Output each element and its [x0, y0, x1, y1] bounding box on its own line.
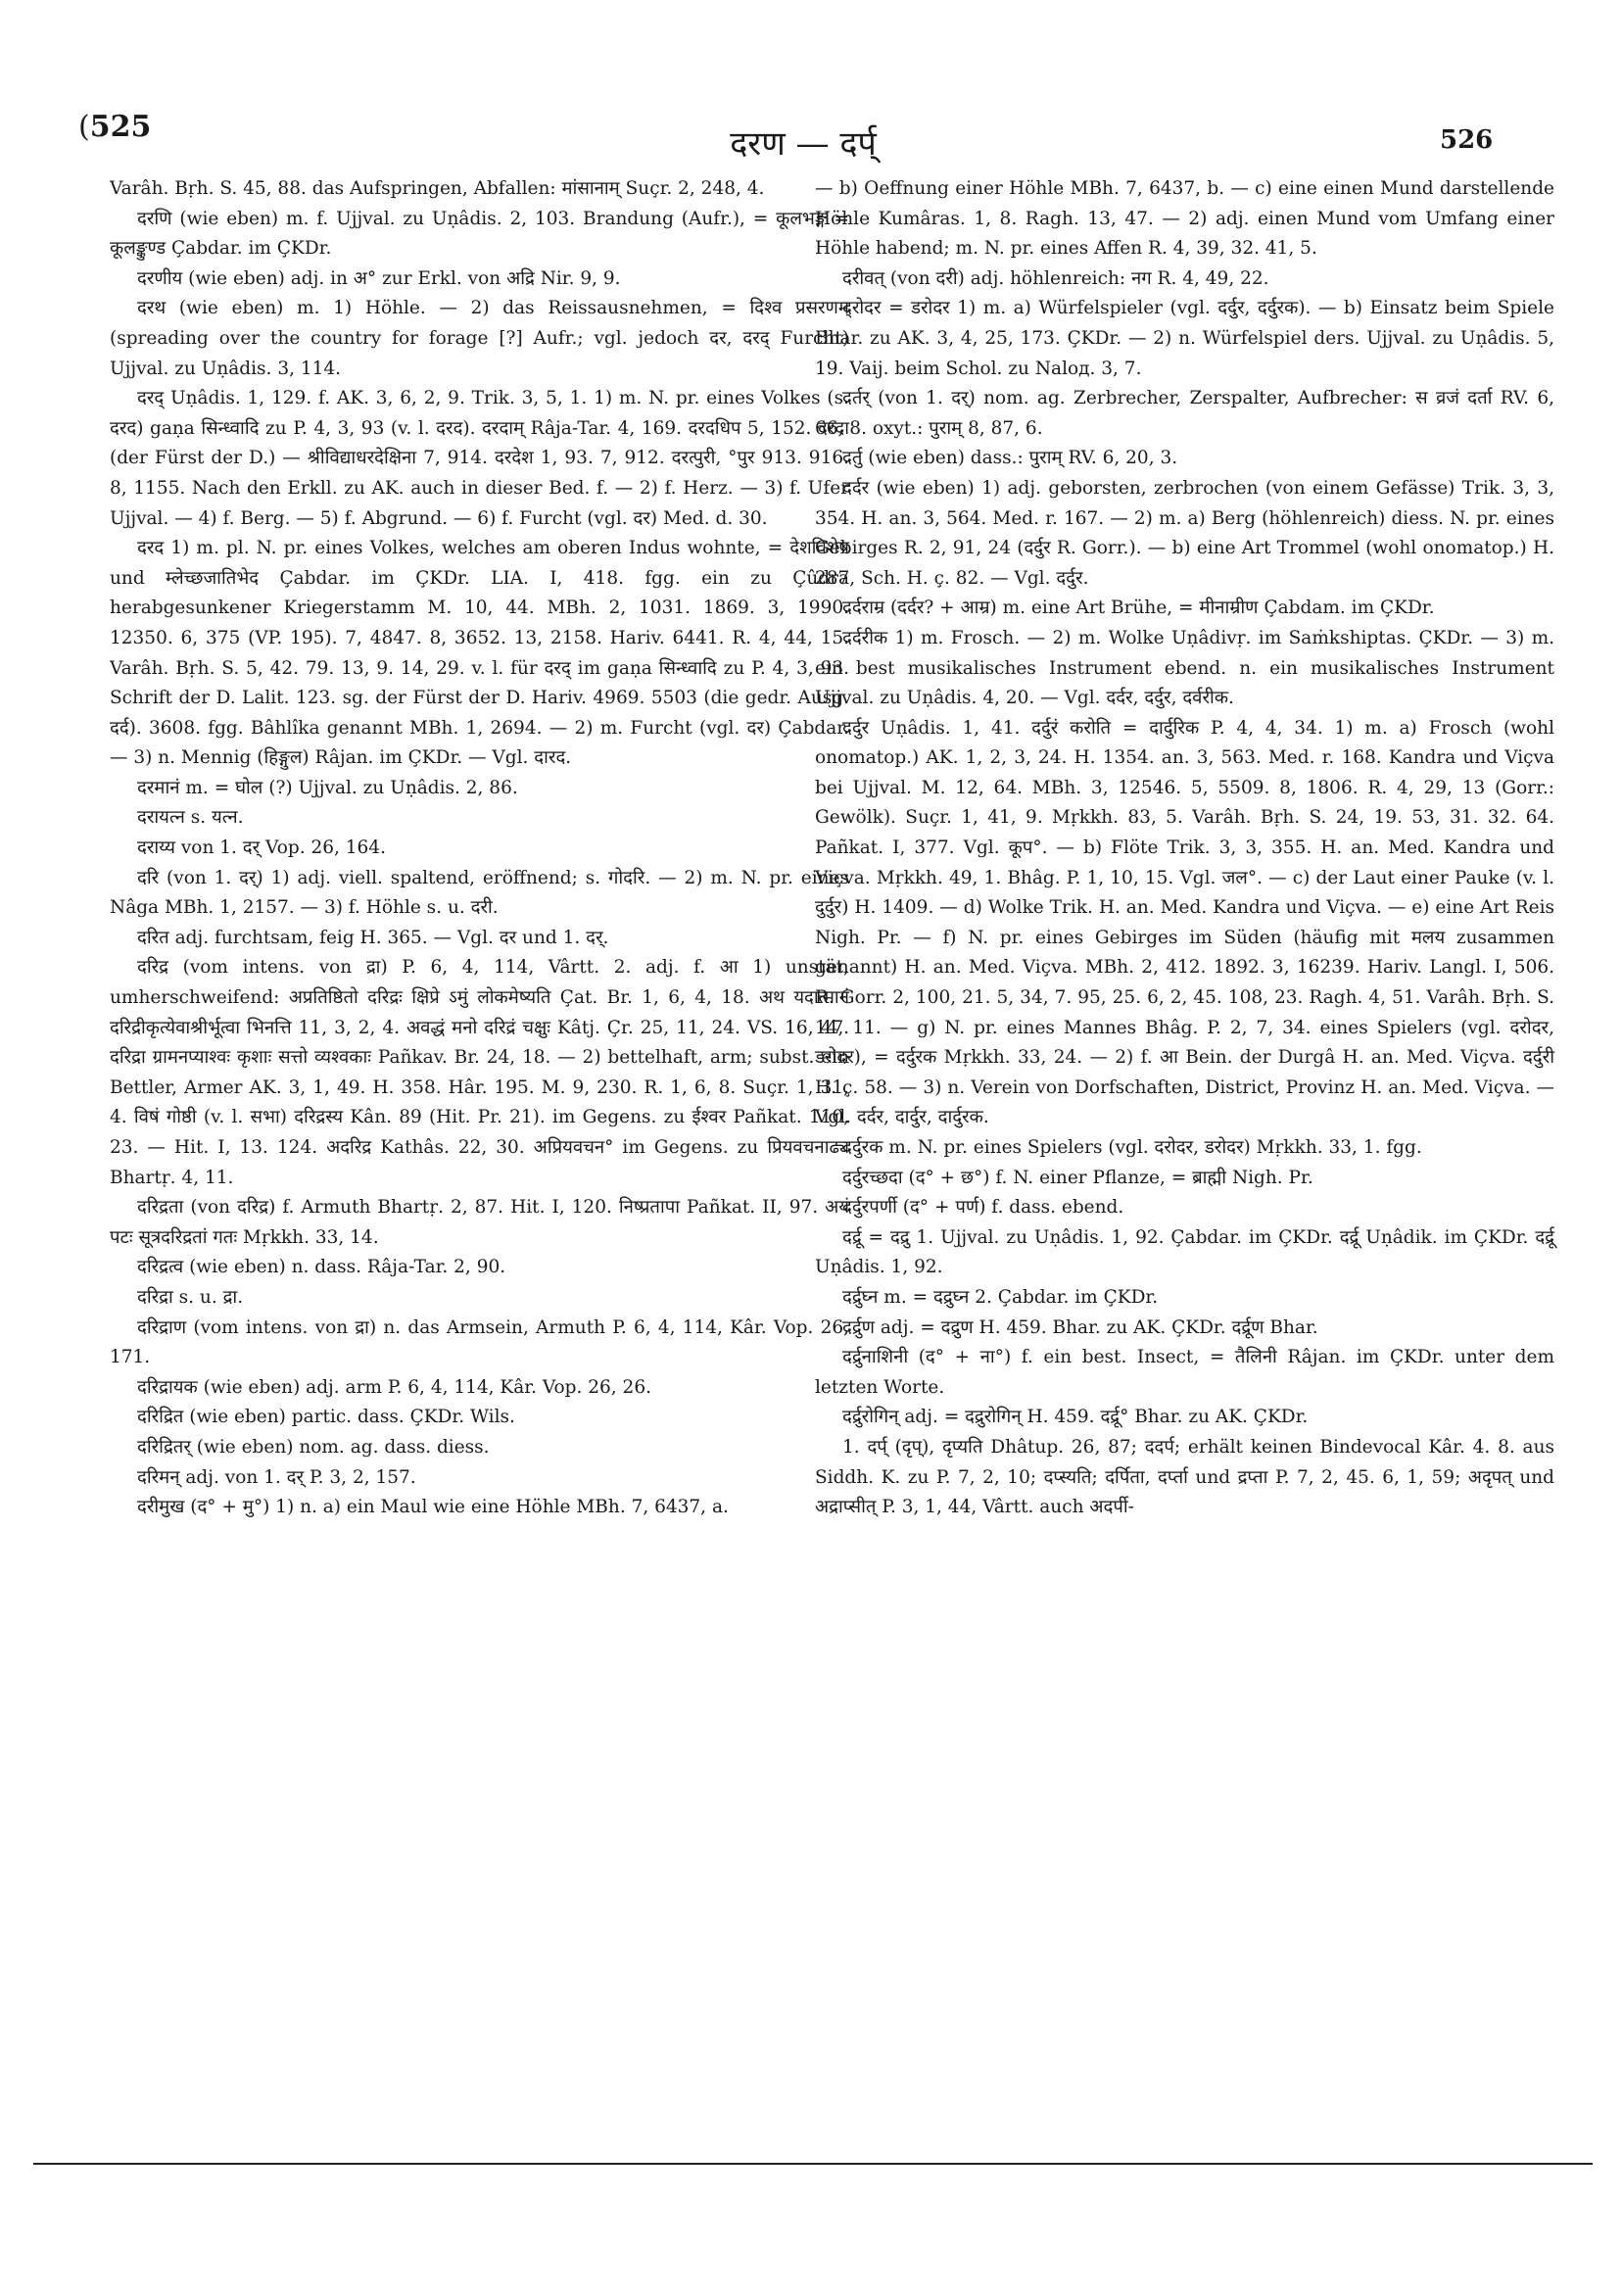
- dictionary-entry: दर्दुर Uṇâdis. 1, 41. दर्दुरं करोति = दार्दुरिक P. 4, 4, 34. 1) m. a) Frosch (wohl onomatop.) AK. 1, 2, 3, 24. H. 1354. an. 3, 563. Med. r. 168. Kandra und Viçva bei Ujjval. M. 12, 64. MBh. 3, 12546. 5, 5509. 8, 1806. R. 4, 29, 13 (Gorr.: Gewölk). Suçr. 1, 41, 9. Mṛkkh. 83, 5. Varâh. Bṛh. S. 24, 19. 53, 31. 32. 64. Pañkat. I, 377. Vgl. कूप°. — b) Flöte Trik. 3, 3, 355. H. an. Med. Kandra und Viçva. Mṛkkh. 49, 1. Bhâg. P. 1, 10, 15. Vgl. जल°. — c) der Laut einer Pauke (v. l. दुर्दुर) H. 1409. — d) Wolke Trik. H. an. Med. Kandra und Viçva. — e) eine Art Reis Nigh. Pr. — f) N. pr. eines Gebirges im Süden (häufig mit मलय zusammen genannt) H. an. Med. Viçva. MBh. 2, 412. 1892. 3, 16239. Hariv. Langl. I, 506. R. Gorr. 2, 100, 21. 5, 34, 7. 95, 25. 6, 2, 45. 108, 23. Ragh. 4, 51. Varâh. Bṛh. S. 14, 11. — g) N. pr. eines Mannes Bhâg. P. 2, 7, 34. eines Spielers (vgl. दरोदर, डरोदर), = दर्दुरक Mṛkkh. 33, 24. — 2) f. आ Bein. der Durgâ H. an. Med. Viçva. दर्दुरी H. ç. 58. — 3) n. Verein von Dorfschaften, District, Provinz H. an. Med. Viçva. — Vgl. दर्दर, दार्दुर, दार्दुरक.: [815, 717, 1554, 1128]
- left-page-number: (525: [78, 110, 152, 144]
- dictionary-entry: दरिद्रत्व (wie eben) n. dass. Râja-Tar. 2, 90.: [137, 1257, 506, 1278]
- dictionary-entry: दरिद्राण (vom intens. von द्रा) n. das Armsein, Armuth P. 6, 4, 114, Kâr. Vop. 26, 171.: [110, 1316, 849, 1368]
- dictionary-entry: दरित adj. furchtsam, feig H. 365. — Vgl. दर und 1. दर्.: [137, 927, 609, 948]
- dictionary-entry: दर्दुरपर्णी (द° + पर्ण) f. dass. ebend.: [842, 1197, 1124, 1219]
- dictionary-entry: दर्तु (wie eben) dass.: पुराम् RV. 6, 20, 3.: [842, 448, 1178, 469]
- dictionary-entry: दरिद्रायक (wie eben) adj. arm P. 6, 4, 114, Kâr. Vop. 26, 26.: [137, 1376, 651, 1398]
- dictionary-entry: दर्द्रुरोगिन् adj. = दद्रुरोगिन् H. 459. दर्द्रू° Bhar. zu AK. ÇKDr.: [842, 1407, 1309, 1428]
- dictionary-entry: दर्दराम्र (दर्दर? + आम्र) m. eine Art Brühe, = मीनाम्रीण Çabdam. im ÇKDr.: [842, 598, 1435, 619]
- dictionary-entry: दरिद्रता (von दरिद्र) f. Armuth Bhartṛ. 2, 87. Hit. I, 120. निष्प्रतापा Pañkat. II, 97. अयं पटः सूत्रदरिद्रतां गतः Mṛkkh. 33, 14.: [110, 1197, 849, 1248]
- dictionary-entry: 1. दर्प् (दृप्), दृप्यति Dhâtup. 26, 87; ददर्प; erhält keinen Bindevocal Kâr. 4. 8. aus Siddh. K. zu P. 7, 2, 10; दप्स्यति; दर्पिता, दर्प्ता und द्रप्ता P. 7, 2, 45. 6, 1, 59; अदृपत् und अद्राप्सीत् P. 3, 1, 44, Vârtt. auch अदर्पी-: [815, 1436, 1554, 1518]
- dictionary-entry: Varâh. Bṛh. S. 45, 88. das Aufspringen, Abfallen: मांसानाम् Suçr. 2, 248, 4.: [110, 178, 765, 199]
- right-column: [815, 174, 1554, 1523]
- dictionary-entry: दराय्य von 1. दर् Vop. 26, 164.: [137, 837, 386, 859]
- dictionary-entry: — b) Oeffnung einer Höhle MBh. 7, 6437, b. — c) eine einen Mund darstellende Höhle Kumâras. 1, 8. Ragh. 13, 47. — 2) adj. einen Mund vom Umfang einer Höhle habend; m. N. pr. eines Affen R. 4, 39, 32. 41, 5.: [815, 178, 1554, 260]
- dictionary-entry: दर्तर् (von 1. दर्) nom. ag. Zerbrecher, Zerspalter, Aufbrecher: स व्रजं दर्ता RV. 6, 66, 8. oxyt.: पुराम् 8, 87, 6.: [815, 388, 1554, 439]
- dictionary-entry: दरि (von 1. दर्) 1) adj. viell. spaltend, eröffnend; s. गोदरि. — 2) m. N. pr. eines Nâga MBh. 1, 2157. — 3) f. Höhle s. u. दरी.: [110, 867, 849, 919]
- dictionary-entry: दरणि (wie eben) m. f. Ujjval. zu Uṇâdis. 2, 103. Brandung (Aufr.), = कूलभङ्ग = कूलङ्कुण्ड Çabdar. im ÇKDr.: [110, 208, 849, 260]
- dictionary-entry: दरिद्रा s. u. द्रा.: [137, 1286, 244, 1308]
- dictionary-entry: दर्दुरच्छदा (द° + छ°) f. N. einer Pflanze, = ब्राह्मी Nigh. Pr.: [842, 1167, 1313, 1188]
- dictionary-entry: दरोदर = डरोदर 1) m. a) Würfelspieler (vgl. दर्दुर, दर्दुरक). — b) Einsatz beim Spiele Bhar. zu AK. 3, 4, 25, 173. ÇKDr. — 2) n. Würfelspiel ders. Ujjval. zu Uṇâdis. 5, 19. Vaij. beim Schol. zu Naloд. 3, 7.: [815, 298, 1554, 379]
- right-page-number: 526: [1440, 125, 1494, 155]
- dictionary-entry: दर्द्रुघ्न m. = दद्रुघ्न 2. Çabdar. im ÇKDr.: [842, 1286, 1159, 1308]
- dictionary-entry: दरमानं m. = घोल (?) Ujjval. zu Uṇâdis. 2, 86.: [137, 777, 518, 798]
- left-column: [110, 174, 849, 1523]
- dictionary-entry: दरणीय (wie eben) adj. in अ° zur Erkl. von अद्रि Nir. 9, 9.: [137, 267, 621, 289]
- dictionary-entry: दर्दुरक m. N. pr. eines Spielers (vgl. दरोदर, डरोदर) Mṛkkh. 33, 1. fgg.: [842, 1137, 1422, 1158]
- running-head: दरण — दर्प्: [730, 124, 877, 164]
- dictionary-entry: दरायत्न s. यत्न.: [137, 807, 244, 829]
- dictionary-entry: दर्दर (wie eben) 1) adj. geborsten, zerbrochen (von einem Gefässe) Trik. 3, 3, 354. H. an. 3, 564. Med. r. 167. — 2) m. a) Berg (höhlenreich) diess. N. pr. eines Gebirges R. 2, 91, 24 (दर्दुर R. Gorr.). — b) eine Art Trommel (wohl onomatop.) H. 287, Sch. H. ç. 82. — Vgl. दर्दुर.: [815, 477, 1554, 589]
- bottom-rule: [33, 2163, 1593, 2165]
- dictionary-entry: दर्द्रुनाशिनी (द° + ना°) f. ein best. Insect, = तैलिनी Râjan. im ÇKDr. unter dem letzten Worte.: [815, 1347, 1554, 1398]
- dictionary-entry: दर्दरीक 1) m. Frosch. — 2) m. Wolke Uṇâdivṛ. im Saṁkshiptas. ÇKDr. — 3) m. ein best musikalisches Instrument ebend. n. ein musikalisches Instrument Ujjval. zu Uṇâdis. 4, 20. — Vgl. दर्दर, दर्दुर, दर्वरीक.: [815, 627, 1554, 709]
- dictionary-entry: दरीवत् (von दरी) adj. höhlenreich: नग R. 4, 49, 22.: [842, 267, 1269, 289]
- dictionary-entry: दरिद्रित (wie eben) partic. dass. ÇKDr. Wils.: [137, 1407, 515, 1428]
- dictionary-entry: दरिद्र (vom intens. von द्रा) P. 6, 4, 114, Vârtt. 2. adj. f. आ 1) unstät, umherschweifend: अप्रतिष्ठितो दरिद्रः क्षिप्रे ऽमुं लोकमेष्यति Çat. Br. 1, 6, 4, 18. अथ यदात्मानं दरिद्रीकृत्येवाश्रीर्भूत्वा भिनत्ति 11, 3, 2, 4. अवद्धं मनो दरिद्रं चक्षुः Kâtj. Çr. 25, 11, 24. VS. 16, 47. दरिद्रा ग्रामनप्याश्वः कृशाः सत्तो व्यश्वकाः Pañkav. Br. 24, 18. — 2) bettelhaft, arm; subst. ein Bettler, Armer AK. 3, 1, 49. H. 358. Hâr. 195. M. 9, 230. R. 1, 6, 8. Suçr. 1, 31, 4. विषं गोष्ठी (v. l. सभा) दरिद्रस्य Kân. 89 (Hit. Pr. 21). im Gegens. zu ईश्वर Pañkat. 110, 23. — Hit. I, 13. 124. अदरिद्र Kathâs. 22, 30. अप्रियवचन° im Gegens. zu प्रियवचनाढ्य Bhartṛ. 4, 11.: [110, 957, 849, 1188]
- dictionary-entry: दरद 1) m. pl. N. pr. eines Volkes, welches am oberen Indus wohnte, = देशविशेष und म्लेच्छजातिभेद Çabdar. im ÇKDr. LIA. I, 418. fgg. ein zu Çûdra herabgesunkener Kriegerstamm M. 10, 44. MBh. 2, 1031. 1869. 3, 1990. 12350. 6, 375 (VP. 195). 7, 4847. 8, 3652. 13, 2158. Hariv. 6441. R. 4, 44, 15. Varâh. Bṛh. S. 5, 42. 79. 13, 9. 14, 29. v. l. für दरद् im gaṇa सिन्ध्वादि zu P. 4, 3, 93. Schrift der D. Lalit. 123. sg. der Fürst der D. Hariv. 4969. 5503 (die gedr. Ausg. दर्द). 3608. fgg. Bâhlîka genannt MBh. 1, 2694. — 2) m. Furcht (vgl. दर) Çabdar. — 3) n. Mennig (हिङ्गुल) Râjan. im ÇKDr. — Vgl. दारद.: [110, 538, 849, 769]
- dictionary-entry: दरीमुख (द° + मु°) 1) n. a) ein Maul wie eine Höhle MBh. 7, 6437, a.: [137, 1497, 729, 1518]
- dictionary-entry: दरिमन् adj. von 1. दर् P. 3, 2, 157.: [137, 1466, 416, 1488]
- dictionary-entry: दर्द्रू = दद्रु 1. Ujjval. zu Uṇâdis. 1, 92. Çabdar. im ÇKDr. दर्द्रू Uṇâdik. im ÇKDr. दर्द्रू Uṇâdis. 1, 92.: [815, 1226, 1554, 1278]
- dictionary-entry: दरिद्रितर् (wie eben) nom. ag. dass. diess.: [137, 1436, 490, 1458]
- dictionary-entry: दरथ (wie eben) m. 1) Höhle. — 2) das Reissausnehmen, = दिश्व प्रसरणम् (spreading over the country for forage [?] Aufr.; vgl. jedoch दर, दरद् Furcht) Ujjval. zu Uṇâdis. 3, 114.: [110, 298, 849, 379]
- dictionary-entry: दर्द्रुण adj. = दद्रुण H. 459. Bhar. zu AK. ÇKDr. दर्द्रूण Bhar.: [842, 1316, 1318, 1338]
- dictionary-entry: दरद् Uṇâdis. 1, 129. f. AK. 3, 6, 2, 9. Trik. 3, 5, 1. 1) m. N. pr. eines Volkes (s. दरद) gaṇa सिन्ध्वादि zu P. 4, 3, 93 (v. l. दरद). दरदाम् Râja-Tar. 4, 169. दरदधिप 5, 152. दरदा (der Fürst der D.) — श्रीविद्याधरदेक्षिना 7, 914. दरदेश 1, 93. 7, 912. दरत्पुरी, °पुर 913. 916. 8, 1155. Nach den Erkll. zu AK. auch in dieser Bed. f. — 2) f. Herz. — 3) f. Ufer Ujjval. — 4) f. Berg. — 5) f. Abgrund. — 6) f. Furcht (vgl. दर) Med. d. 30.: [110, 388, 849, 529]
